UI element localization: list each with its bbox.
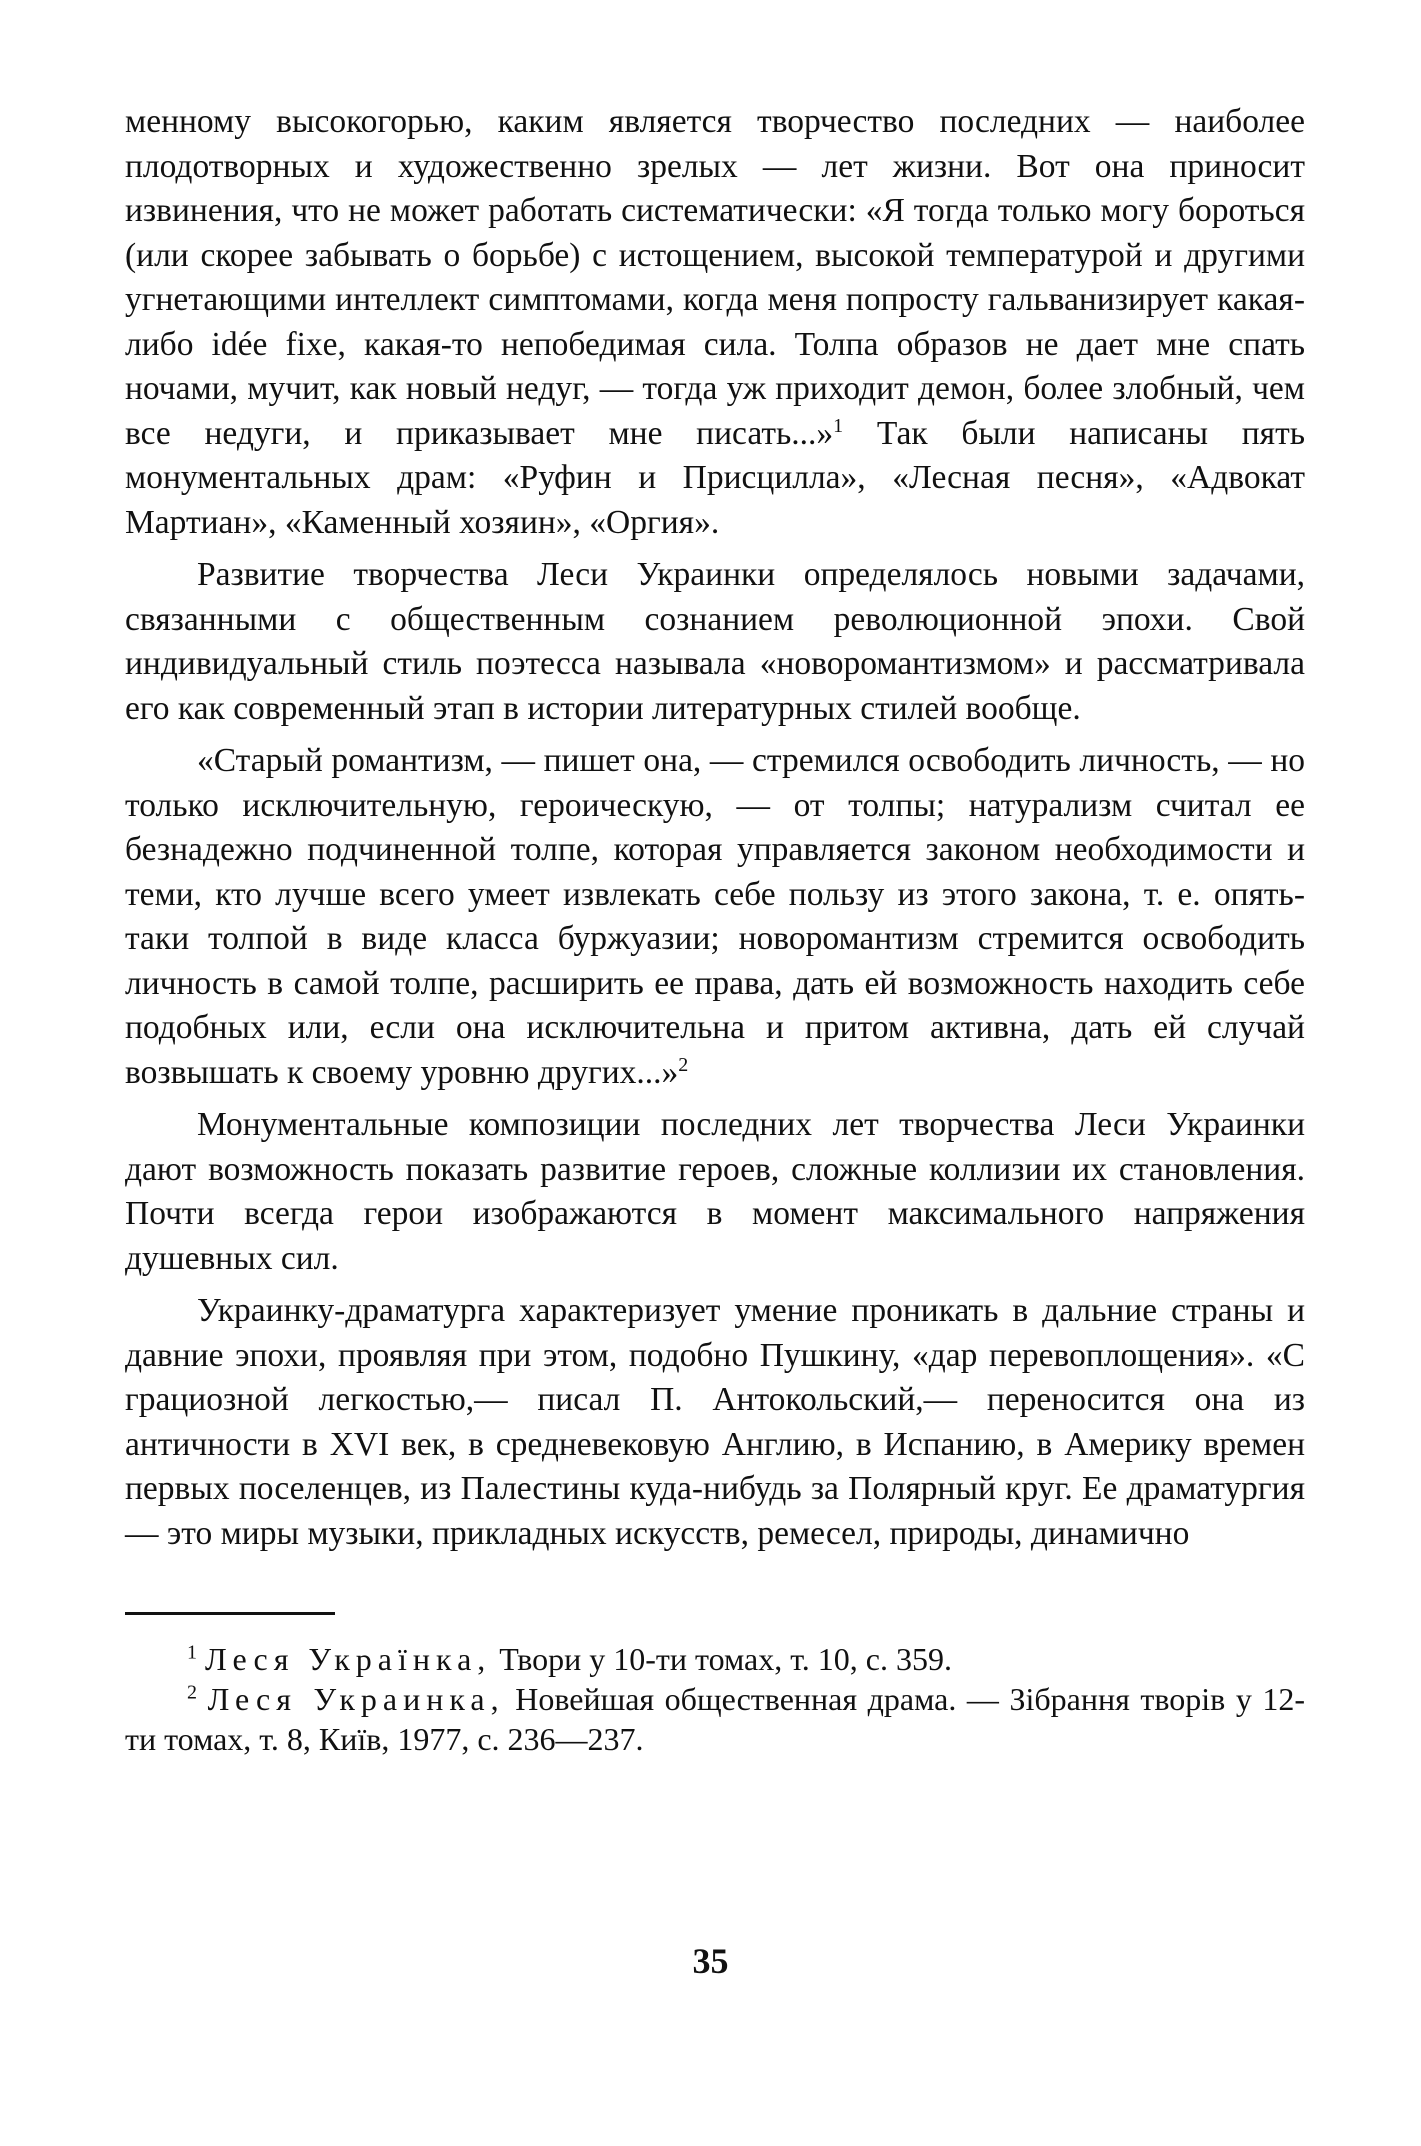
paragraph-5: Украинку-драматурга характеризует умение проникать в дальние страны и давние эпохи, проявляя при этом, подобно Пушкину, «дар перевоплощения». «С грациозной легкостью,— писал П. Антокольский,— переносится она из античности в XVI век, в средневековую Англию, в Испанию, в Америку времен первых поселенцев, из Палестины куда-нибудь за Полярный круг. Ее драматургия — это миры музыки, прикладных искусств, ремесел, природы, динамично xyxy=(125,1292,1305,1552)
footnote-ref-1: 1 xyxy=(833,414,844,437)
footnote-2 xyxy=(125,1679,1305,1759)
footnote-1-text: Твори у 10-ти томах, т. 10, с. 359. xyxy=(499,1641,952,1677)
paragraph-3-text: «Старый романтизм, — пишет она, — стремился освободить личность, — но только исключительную, героическую, — от толпы; натурализм считал ее безнадежно подчиненной толпе, которая управляется законом необходимости и теми, кто лучше всего умеет извлекать себе пользу из этого закона, т. е. опять-таки толпой в виде класса буржуазии; новоромантизм стремится освободить личность в самой толпе, расширить ее права, дать ей возможность находить себе подобных или, если она исключительна и притом активна, дать ей случай возвышать к своему уровню других...» xyxy=(125,742,1305,1091)
paragraph-1-text: менному высокогорью, каким является творчество последних — наиболее плодотворных и художественно зрелых — лет жизни. Вот она приносит извинения, что не может работать систематически: «Я тогда только могу бороться (или скорее забывать о борьбе) с истощением, высокой температурой и другими угнетающими интеллект симптомами, когда меня попросту гальванизирует какая-либо idée fixe, какая-то непобедимая сила. Толпа образов не дает мне спать ночами, мучит, как новый недуг, — тогда уж приходит демон, более злобный, чем все недуги, и приказывает мне писать...» xyxy=(125,103,1305,452)
paragraph-1-after-text: Так были написаны пять монументальных драм: «Руфин и Присцилла», «Лесная песня», «Адвокат Мартиан», «Каменный хозяин», «Оргия». xyxy=(125,414,1305,541)
footnote-1-author: Леся Українка, xyxy=(205,1641,492,1677)
footnote-2-author: Леся Украинка, xyxy=(207,1681,505,1717)
footnote-1 xyxy=(125,1639,1305,1679)
footnote-1-marker: 1 xyxy=(187,1641,197,1664)
footnote-ref-2: 2 xyxy=(678,1053,689,1076)
footnotes xyxy=(125,1639,1305,1759)
paragraph-1 xyxy=(125,100,1305,545)
footnote-2-text: Новейшая общественная драма. — Зібрання творів у 12-ти томах, т. 8, Київ, 1977, с. 236—237. xyxy=(125,1681,1306,1757)
paragraph-2: Развитие творчества Леси Украинки определялось новыми задачами, связанными с общественным сознанием революционной эпохи. Свой индивидуальный стиль поэтесса называла «новоромантизмом» и рассматривала его как современный этап в истории литературных стилей вообще. xyxy=(125,556,1305,727)
footnote-divider xyxy=(125,1612,335,1615)
paragraph-4: Монументальные композиции последних лет творчества Леси Украинки дают возможность показать развитие героев, сложные коллизии их становления. Почти всегда герои изображаются в момент максимального напряжения душевных сил. xyxy=(125,1106,1305,1277)
page-number: 35 xyxy=(692,1941,729,1981)
body-text xyxy=(125,100,1305,1556)
footnote-2-marker: 2 xyxy=(187,1681,197,1704)
paragraph-3 xyxy=(125,739,1305,1095)
page-content xyxy=(125,100,1305,1759)
